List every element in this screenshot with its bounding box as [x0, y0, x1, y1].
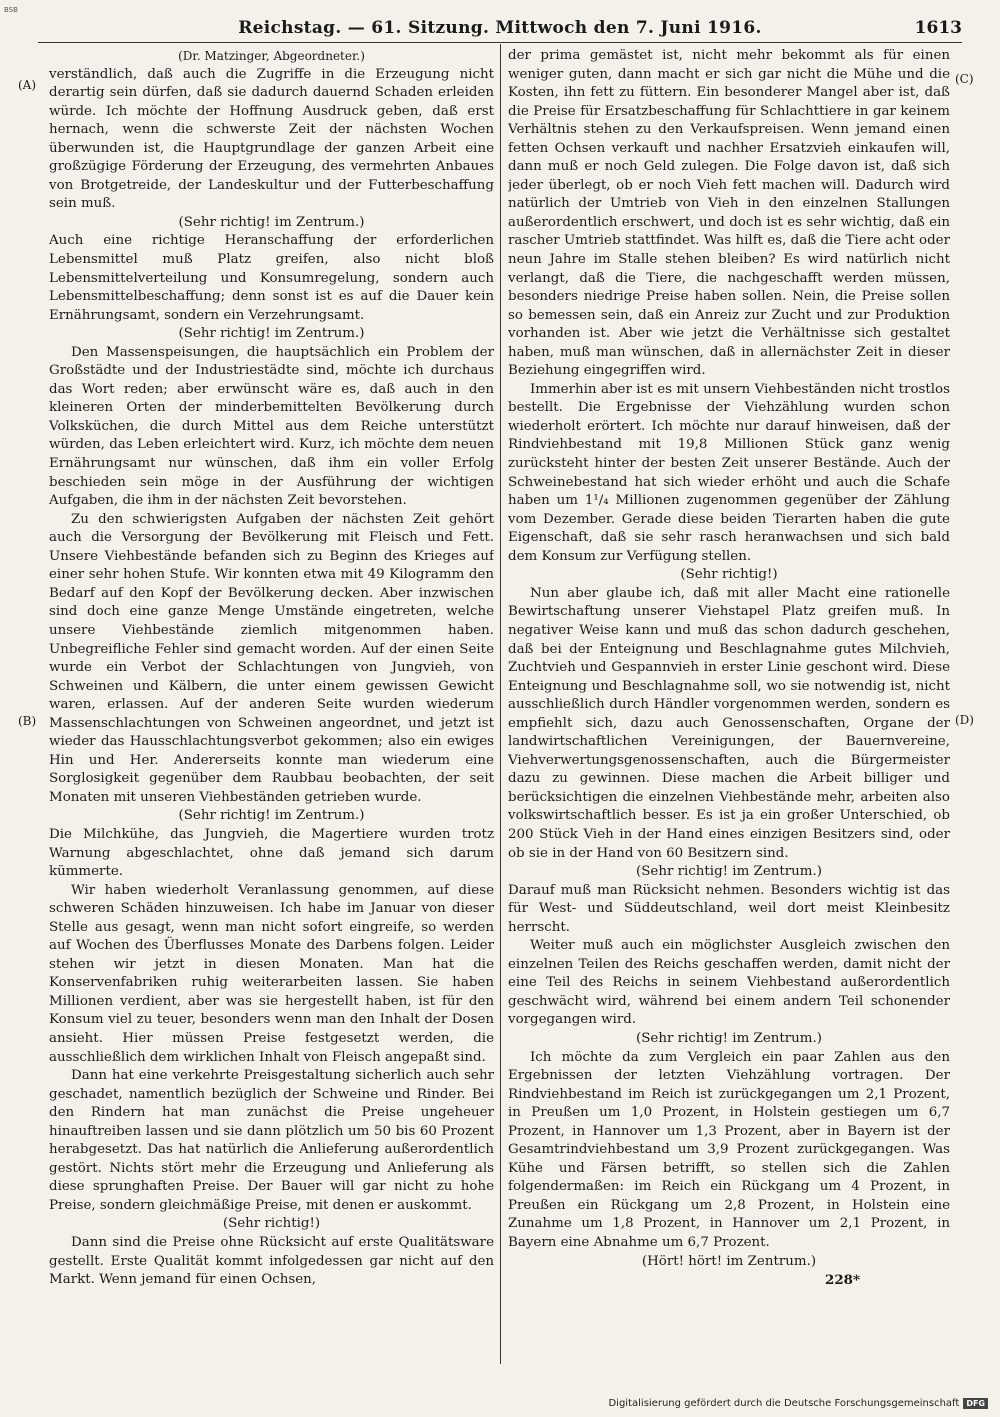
paragraph: Wir haben wiederholt Veranlassung genommen, auf diese schweren Schäden hinzuweisen. Ich habe im Januar von dieser Stelle aus gesagt, wenn man nicht sofort eingreife, so werden auf Wochen des Überflusses Monate des Darbens folgen. Leider stehen wir jetzt in diesen Monaten. Man hat die Konservenfabriken ruhig weiterarbeiten lassen. Sie haben Millionen verdient, aber was sie hergestellt haben, ist für den Konsum viel zu teuer, besonders wenn man den Inhalt der Dosen ansieht. Hier müssen Preise festgesetzt werden, die ausschließlich dem wirklichen Inhalt von Fleisch angepaßt sind.: [49, 882, 494, 1065]
paragraph: Den Massenspeisungen, die hauptsächlich ein Problem der Großstädte und der Industriestädte sind, möchte ich durchaus das Wort reden; aber erwünscht wäre es, daß auch in den kleineren Orten der minderbemittelten Bevölkerung durch Volksküchen, die durch Mittel aus dem Reiche unterstützt würden, das Leben erleichtert wird. Kurz, ich möchte dem neuen Ernährungsamt nur wünschen, daß ihm ein voller Erfolg beschieden sein möge in der Ausführung der wichtigen Aufgaben, die ihm in der nächsten Zeit bevorstehen.: [49, 344, 494, 509]
interjection: (Sehr richtig!): [222, 1216, 321, 1232]
left-column: [49, 47, 494, 1387]
column-divider: [500, 44, 501, 1364]
paragraph: Dann hat eine verkehrte Preisgestaltung sicherlich auch sehr geschadet, namentlich bezüglich der Schweine und Rinder. Bei den Rindern hat man zunächst die Preise ungeheuer hinauftreiben lassen und sie dann plötzlich um 50 bis 60 Prozent herabgesetzt. Das hat natürlich die Anlieferung außerordentlich gestört. Nichts stört mehr die Erzeugung und Anlieferung als diese sprunghaften Preise. Der Bauer will gar nicht zu hohe Preise, sondern gleichmäßige Preise, mit denen er auskommt.: [49, 1068, 494, 1213]
interjection: (Sehr richtig! im Zentrum.): [178, 214, 365, 230]
page-header: [38, 18, 962, 43]
footer: [608, 1398, 988, 1409]
interjection: (Sehr richtig! im Zentrum.): [178, 326, 365, 342]
margin-marker-c: (C): [955, 72, 974, 86]
paragraph: verständlich, daß auch die Zugriffe in die Erzeugung nicht derartig sein dürfen, daß sie dadurch dauernd Schaden erleiden würde. Ich möchte der Hoffnung Ausdruck geben, daß erst hernach, wenn die schwerste Zeit der nächsten Wochen überwunden ist, die Hauptgrundlage der ganzen Arbeit eine großzügige Förderung der Erzeugung, des vermehrten Anbaues von Brotgetreide, der Landeskultur und der Futterbeschaffung sein muß.: [49, 66, 494, 212]
library-mark: BSB: [4, 6, 18, 14]
paragraph: der prima gemästet ist, nicht mehr bekommt als für einen weniger guten, dann macht er sich gar nicht die Mühe und die Kosten, ihn fett zu füttern. Ein besonderer Mangel aber ist, daß die Preise für Ersatzbeschaffung für Schlachttiere in gar keinem Verhältnis stehen zu den Verkaufspreisen. Wenn jemand einen fetten Ochsen verkauft und nachher Ersatzvieh einkaufen will, dann muß er noch Geld zulegen. Die Folge davon ist, daß sich jeder überlegt, ob er noch Vieh fett machen will. Dadurch wird natürlich der Umtrieb von Vieh in den einzelnen Stallungen außerordentlich erschwert, und doch ist es sehr wichtig, daß ein rascher Umtrieb stattfindet. Was hilft es, daß die Tiere acht oder neun Jahre im Stalle stehen bleiben? Es wird natürlich nicht verlangt, daß die Tiere, die nachgeschafft werden müssen, besonders niedrige Preise haben sollen. Nein, die Preise sollen so bemessen sein, daß ein Anreiz zur Zucht und zur Produktion vorhanden ist. Aber wie jetzt die Verhältnisse sich gestaltet haben, muß man wünschen, daß in allernächster Zeit in dieser Beziehung eingegriffen wird.: [508, 48, 950, 379]
interjection: (Sehr richtig! im Zentrum.): [178, 808, 365, 824]
right-column: [508, 47, 950, 1387]
paragraph: Nun aber glaube ich, daß mit aller Macht eine rationelle Bewirtschaftung unserer Viehstapel Platz greifen muß. In negativer Weise kann und muß das schon dadurch geschehen, daß bei der Enteignung und Beschlagnahme gutes Milchvieh, Zuchtvieh und Gespannvieh in erster Linie geschont wird. Diese Enteignung und Beschlagnahme soll, wo sie notwendig ist, nicht ausschließlich durch Händler vorgenommen werden, sondern es empfiehlt sich, dazu auch Genossenschaften, Organe der landwirtschaftlichen Vereinigungen, der Bauernvereine, Viehverwertungsgenossenschaften, auch die Bürgermeister dazu zu gewinnen. Diese machen die Arbeit billiger und berücksichtigen die einzelnen Viehbestände mehr, arbeiten also volkswirtschaftlich besser. Es ist ja ein großer Unterschied, ob 200 Stück Vieh in der Hand eines einzigen Besitzers sind, oder ob sie in der Hand von 60 Besitzern sind.: [508, 585, 950, 861]
margin-marker-a: (A): [18, 78, 37, 92]
running-title: Reichstag. — 61. Sitzung. Mittwoch den 7. Juni 1916.: [238, 18, 762, 38]
footer-credit: Digitalisierung gefördert durch die Deutsche Forschungsgemeinschaft: [608, 1398, 960, 1409]
interjection: (Sehr richtig! im Zentrum.): [636, 864, 822, 880]
paragraph: Ich möchte da zum Vergleich ein paar Zahlen aus den Ergebnissen der letzten Viehzählung vortragen. Der Rindviehbestand im Reich ist zurückgegangen um 2,1 Prozent, in Preußen um 1,0 Prozent, in Holstein gestiegen um 6,7 Prozent, in Hannover um 1,3 Prozent, aber in Bayern ist der Gesamtrindviehbestand um 3,9 Prozent zurückgegangen. Was Kühe und Färsen betrifft, so stellen sich die Zahlen folgendermaßen: im Reich ein Rückgang um 4 Prozent, in Preußen ein Rückgang um 2,8 Prozent, in Holstein eine Zunahme um 1,8 Prozent, in Hannover um 2,1 Prozent, in Bayern eine Abnahme um 6,7 Prozent.: [508, 1049, 950, 1250]
paragraph: Immerhin aber ist es mit unsern Viehbeständen nicht trostlos bestellt. Die Ergebnisse der Viehzählung wurden schon wiederholt erörtert. Ich möchte nur darauf hinweisen, daß der Rindviehbestand mit 19,8 Millionen Stück ganz wenig zurücksteht hinter der besten Zeit unserer Bestände. Auch der Schweinebestand hat sich wieder erhöht und auch die Schafe haben um 1¹/₄ Millionen zugenommen gegenüber der Zählung vom Dezember. Gerade diese beiden Tierarten haben die gute Eigenschaft, daß sie sehr rasch heranwachsen und sich bald dem Konsum zur Verfügung stellen.: [508, 381, 950, 564]
paragraph: Darauf muß man Rücksicht nehmen. Besonders wichtig ist das für West- und Süddeutschland, weil dort meist Kleinbesitz herrscht.: [508, 882, 950, 935]
margin-marker-b: (B): [18, 714, 37, 728]
paragraph: Auch eine richtige Heranschaffung der erforderlichen Lebensmittel muß Platz greifen, also nicht bloß Lebensmittelverteilung und Konsumregelung, sondern auch Lebensmittelbeschaffung; denn sonst ist es auf die Dauer kein Ernährungsamt, sondern ein Verzehrungsamt.: [49, 233, 494, 323]
interjection: (Sehr richtig!): [680, 567, 778, 583]
dfg-logo: DFG: [963, 1398, 988, 1409]
margin-marker-d: (D): [955, 713, 974, 727]
paragraph: Dann sind die Preise ohne Rücksicht auf erste Qualitätsware gestellt. Erste Qualität kommt infolgedessen gar nicht auf den Markt. Wenn jemand für einen Ochsen,: [49, 1235, 494, 1288]
paragraph: Zu den schwierigsten Aufgaben der nächsten Zeit gehört auch die Versorgung der Bevölkerung mit Fleisch und Fett. Unsere Viehbestände befanden sich zu Beginn des Krieges auf einer sehr hohen Stufe. Wir konnten etwa mit 49 Kilogramm den Bedarf auf den Kopf der Bevölkerung decken. Aber inzwischen sind doch eine ganze Menge Umstände eingetreten, welche unsere Viehbestände ziemlich mitgenommen haben. Unbegreifliche Fehler sind gemacht worden. Auf der einen Seite wurde ein Verbot der Schlachtungen von Jungvieh, von Schweinen und Kälbern, die unter einem gewissen Gewicht waren, erlassen. Auf der anderen Seite wurden wiederum Massenschlachtungen von Schweinen angeordnet, und jetzt ist wieder das Hausschlachtungsverbot gekommen; also ein ewiges Hin und Her. Andererseits konnte man wiederum eine Sorglosigkeit gegenüber dem Raubbau beobachten, der seit Monaten mit unseren Viehbeständen getrieben wurde.: [49, 511, 494, 805]
page-number: 1613: [914, 18, 962, 38]
interjection: (Hört! hört! im Zentrum.): [641, 1253, 817, 1269]
signature-mark: 228*: [825, 1272, 860, 1289]
interjection: (Dr. Matzinger, Abgeordneter.): [178, 49, 365, 63]
paragraph: Weiter muß auch ein möglichster Ausgleich zwischen den einzelnen Teilen des Reichs geschaffen werden, damit nicht der eine Teil des Reichs in seinem Viehbestand außerordentlich geschwächt wird, während bei einem andern Teil schonender vorgegangen wird.: [508, 938, 950, 1028]
interjection: (Sehr richtig! im Zentrum.): [636, 1030, 822, 1046]
paragraph: Die Milchkühe, das Jungvieh, die Magertiere wurden trotz Warnung abgeschlachtet, ohne daß jemand sich darum kümmerte.: [49, 826, 494, 880]
